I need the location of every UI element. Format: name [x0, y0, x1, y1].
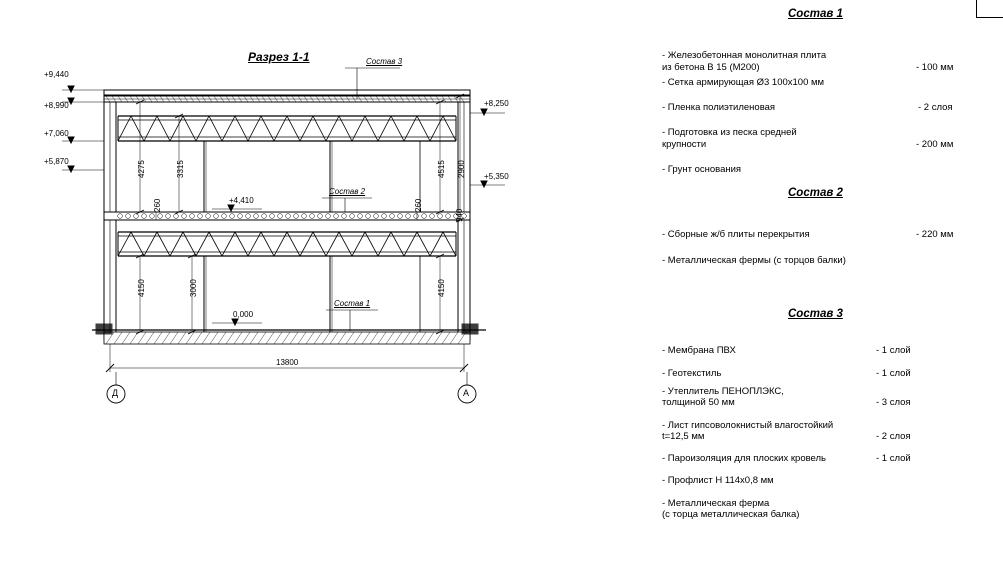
note-value: - 220 мм — [916, 229, 954, 240]
note-value: - 1 слой — [876, 368, 911, 379]
note-item: толщиной 50 мм — [662, 397, 735, 408]
note-item: (с торца металлическая балка) — [662, 509, 800, 520]
dimension-vertical: 3315 — [176, 160, 185, 178]
level-mark: +8,250 — [484, 99, 509, 108]
section-notes — [640, 0, 1003, 584]
level-mark: +8,990 — [44, 101, 69, 110]
level-mark: +9,440 — [44, 70, 69, 79]
note-value: - 2 слоя — [918, 102, 953, 113]
level-mark: +7,060 — [44, 129, 69, 138]
axis-label-d: Д — [112, 388, 119, 398]
note-item: - Сборные ж/б плиты перекрытия — [662, 229, 810, 240]
callout-sostav-3: Состав 3 — [366, 57, 403, 66]
note-item: - Пленка полиэтиленовая — [662, 102, 776, 113]
note-value: - 100 мм — [916, 62, 954, 73]
dimension-vertical: 260 — [153, 198, 162, 212]
dimension-vertical: 4150 — [437, 279, 446, 297]
notes-heading-sostav-1: Состав 1 — [788, 8, 843, 20]
dimension-overall: 13800 — [276, 358, 299, 367]
note-item: - Мембрана ПВХ — [662, 345, 736, 356]
note-value: - 1 слой — [876, 345, 911, 356]
note-item: из бетона В 15 (М200) — [662, 62, 760, 73]
drawing-title: Разрез 1-1 — [248, 50, 310, 64]
note-item: - Подготовка из песка средней — [662, 127, 797, 138]
level-mark: +5,350 — [484, 172, 509, 181]
note-item: t=12,5 мм — [662, 431, 705, 442]
note-value: - 3 слоя — [876, 397, 911, 408]
sheet-corner-frame — [976, 0, 1003, 18]
note-value: - 200 мм — [916, 139, 954, 150]
note-item: - Железобетонная монолитная плита — [662, 50, 827, 61]
callout-sostav-2: Состав 2 — [329, 187, 366, 196]
note-item: - Утеплитель ПЕНОПЛЭКС, — [662, 386, 784, 397]
note-item: - Профлист Н 114х0,8 мм — [662, 475, 774, 486]
note-value: - 2 слоя — [876, 431, 911, 442]
level-mark: 0,000 — [233, 310, 254, 319]
note-item: - Лист гипсоволокнистый влагостойкий — [662, 420, 834, 431]
note-item: - Металлическая фермы (с торцов балки) — [662, 255, 846, 266]
dimension-vertical: 940 — [455, 208, 464, 222]
notes-heading-sostav-2: Состав 2 — [788, 187, 843, 199]
notes-heading-sostav-3: Состав 3 — [788, 308, 843, 320]
axis-label-a: А — [463, 388, 470, 398]
note-item: - Геотекстиль — [662, 368, 722, 379]
note-item: крупности — [662, 139, 707, 150]
note-item: - Грунт основания — [662, 164, 742, 175]
level-mark: +5,870 — [44, 157, 69, 166]
dimension-vertical: 260 — [414, 198, 423, 212]
note-item: - Пароизоляция для плоских кровель — [662, 453, 827, 464]
callout-sostav-1: Состав 1 — [334, 299, 371, 308]
dimension-vertical: 4515 — [437, 160, 446, 178]
dimension-vertical: 4150 — [137, 279, 146, 297]
level-mark: +4,410 — [229, 196, 254, 205]
dimension-vertical: 4275 — [137, 160, 146, 178]
note-item: - Сетка армирующая Ø3 100х100 мм — [662, 77, 825, 88]
note-item: - Металлическая ферма — [662, 498, 770, 509]
dimension-vertical: 2900 — [457, 160, 466, 178]
note-value: - 1 слой — [876, 453, 911, 464]
dimension-vertical: 3000 — [189, 279, 198, 297]
